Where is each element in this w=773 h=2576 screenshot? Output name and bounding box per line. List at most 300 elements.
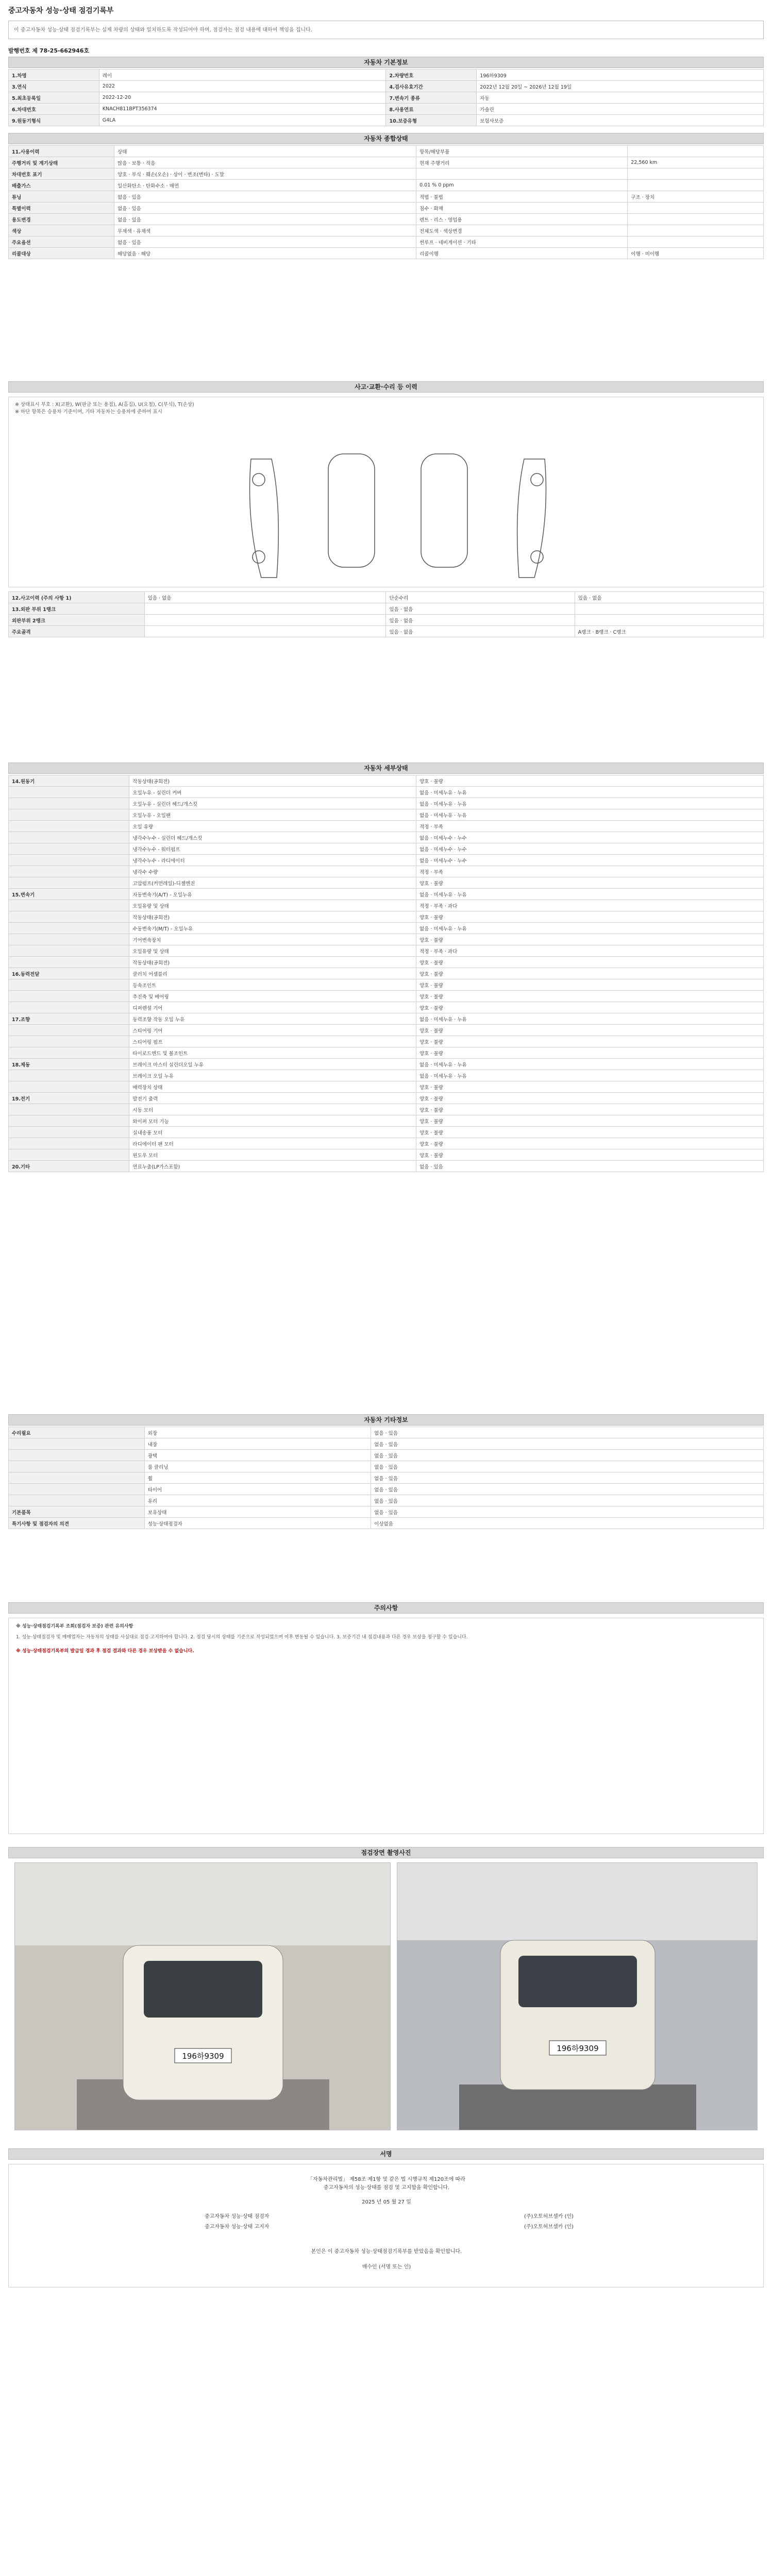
- table-cell: 내장: [144, 1438, 371, 1450]
- detail-state-table: [8, 775, 764, 1172]
- table-cell: 양호 · 불량: [416, 991, 764, 1002]
- table-row: [9, 146, 764, 157]
- table-cell: 양호 · 불량: [416, 1138, 764, 1149]
- section-title-extra: 자동차 기타정보: [8, 1414, 764, 1426]
- table-cell: 양호 · 불량: [416, 1093, 764, 1104]
- table-cell: 양호 · 불량: [416, 911, 764, 923]
- table-row: [9, 1461, 764, 1472]
- table-cell: 13.외판 부위 1랭크: [9, 603, 145, 615]
- table-cell: [9, 877, 129, 889]
- table-cell: 전체도색 · 색상변경: [416, 225, 628, 236]
- table-row: [9, 889, 764, 900]
- table-cell: 주요골격: [9, 626, 145, 637]
- table-cell: 적정 · 부족: [416, 821, 764, 832]
- notes-box: [8, 1618, 764, 1834]
- table-row: [9, 115, 764, 126]
- table-cell: 11.사용이력: [9, 146, 114, 157]
- table-cell: [144, 626, 386, 637]
- table-cell: 5.최초등록일: [9, 92, 99, 104]
- table-cell: 라디에이터 팬 모터: [129, 1138, 416, 1149]
- table-cell: 없음 · 있음: [371, 1461, 764, 1472]
- table-cell: 썬루프 · 네비게이션 · 기타: [416, 236, 628, 248]
- section-title-general: 자동차 종합상태: [8, 133, 764, 144]
- table-cell: 보험사보증: [477, 115, 764, 126]
- table-cell: 기본품목: [9, 1506, 145, 1518]
- table-cell: 없음 · 미세누유 · 누유: [416, 1059, 764, 1070]
- table-cell: 양호 · 불량: [416, 934, 764, 945]
- wheel-icon: [531, 473, 543, 486]
- table-row: [9, 626, 764, 637]
- table-cell: 리콜대상: [9, 248, 114, 259]
- table-row: [9, 866, 764, 877]
- table-cell: 용도변경: [9, 214, 114, 225]
- table-row: [9, 202, 764, 214]
- table-cell: [9, 1070, 129, 1081]
- car-top-rear: [421, 454, 467, 567]
- notice-box: 이 중고자동차 성능·상태 점검기록부는 실제 차량의 상태와 일치하도록 작성되어야 하며, 점검자는 점검 내용에 대하여 책임을 집니다.: [8, 21, 764, 39]
- table-cell: 작동상태(공회전): [129, 957, 416, 968]
- table-row: [9, 821, 764, 832]
- table-cell: 없음 · 미세누수 · 누수: [416, 843, 764, 855]
- table-row: [9, 1138, 764, 1149]
- table-cell: 없음 · 있음: [371, 1484, 764, 1495]
- table-cell: 양호 · 불량: [416, 1127, 764, 1138]
- table-cell: [9, 832, 129, 843]
- table-cell: [9, 866, 129, 877]
- document-title: 중고자동차 성능·상태 점검기록부: [8, 7, 114, 15]
- table-cell: 단순수리: [386, 592, 575, 603]
- table-cell: 이상없음: [371, 1518, 764, 1529]
- table-cell: 오일누유 - 실린더 헤드/개스킷: [129, 798, 416, 809]
- table-cell: 클러치 어셈블리: [129, 968, 416, 979]
- section-title-sign: 서명: [8, 2148, 764, 2160]
- table-cell: 2022년 12월 20일 ~ 2026년 12월 19일: [477, 81, 764, 92]
- table-cell: 고압펌프(커먼레일)-디젤엔진: [129, 877, 416, 889]
- table-cell: 양호 · 불량: [416, 957, 764, 968]
- table-cell: 외판부위 2랭크: [9, 615, 145, 626]
- table-cell: 자동변속기(A/T) - 오일누유: [129, 889, 416, 900]
- table-cell: 냉각수누수 - 실린더 헤드/개스킷: [129, 832, 416, 843]
- table-row: [9, 1059, 764, 1070]
- table-cell: 적정 · 부족: [416, 866, 764, 877]
- table-cell: [9, 979, 129, 991]
- table-row: [9, 225, 764, 236]
- table-cell: G4LA: [99, 115, 386, 126]
- table-cell: 없음 · 있음: [114, 214, 416, 225]
- table-cell: 18.제동: [9, 1059, 129, 1070]
- table-cell: 일산화탄소 · 탄화수소 · 매연: [114, 180, 416, 191]
- table-row: [9, 104, 764, 115]
- table-cell: 수동변속기(M/T) - 오일누유: [129, 923, 416, 934]
- extra-info-table: [8, 1427, 764, 1529]
- inspector-label: 중고자동차 성능·상태 점검자: [205, 2214, 270, 2219]
- table-cell: 타이어: [144, 1484, 371, 1495]
- table-cell: [575, 615, 763, 626]
- table-row: [9, 1438, 764, 1450]
- table-cell: 오일유량 및 상태: [129, 945, 416, 957]
- section-title-photos: 점검장면 촬영사진: [8, 1847, 764, 1858]
- table-cell: 배출가스: [9, 180, 114, 191]
- table-cell: 작동상태(공회전): [129, 911, 416, 923]
- table-cell: 9.원동기형식: [9, 115, 99, 126]
- table-cell: 있음 · 없음: [386, 615, 575, 626]
- table-cell: 수리필요: [9, 1427, 145, 1438]
- vehicle-diagram-panel: [8, 397, 764, 587]
- table-cell: 양호 · 불량: [416, 968, 764, 979]
- table-cell: 없음 · 있음: [371, 1438, 764, 1450]
- table-cell: 색상: [9, 225, 114, 236]
- table-cell: [9, 1450, 145, 1461]
- table-cell: 냉각수누수 - 라디에이터: [129, 855, 416, 866]
- table-cell: A랭크 · B랭크 · C랭크: [575, 626, 763, 637]
- document-number: 발행번호 제 78-25-662946호: [8, 47, 90, 54]
- table-cell: 리콜이행: [416, 248, 628, 259]
- table-row: [9, 1495, 764, 1506]
- table-cell: 기어변속장치: [129, 934, 416, 945]
- table-row: [9, 214, 764, 225]
- table-row: [9, 979, 764, 991]
- notes-warning: ※ 성능·상태점검기록부의 발급일 경과 후 점검 결과와 다른 경우 보상받을 수 없습니다.: [16, 1649, 194, 1654]
- table-row: [9, 1161, 764, 1172]
- section-title-accident: 사고·교환·수리 등 이력: [8, 381, 764, 393]
- table-cell: 없음 · 있음: [371, 1472, 764, 1484]
- table-cell: 없음 · 미세누유 · 누유: [416, 889, 764, 900]
- table-row: [9, 1025, 764, 1036]
- table-row: [9, 1013, 764, 1025]
- table-cell: [628, 225, 764, 236]
- table-row: [9, 787, 764, 798]
- table-cell: [416, 168, 628, 180]
- table-cell: 항목/해당부품: [416, 146, 628, 157]
- table-row: [9, 991, 764, 1002]
- table-cell: 냉각수누수 - 워터펌프: [129, 843, 416, 855]
- table-cell: 브레이크 마스터 실린더오일 누유: [129, 1059, 416, 1070]
- table-cell: [9, 923, 129, 934]
- table-cell: 2022: [99, 81, 386, 92]
- table-row: [9, 900, 764, 911]
- inspection-photo-rear: [397, 1862, 758, 2130]
- table-row: [9, 1093, 764, 1104]
- table-cell: 레이: [99, 70, 386, 81]
- table-cell: 15.변속기: [9, 889, 129, 900]
- table-cell: 렌트 · 리스 · 영업용: [416, 214, 628, 225]
- table-cell: 없음 · 있음: [371, 1495, 764, 1506]
- table-cell: 브레이크 오일 누유: [129, 1070, 416, 1081]
- table-cell: 스티어링 펌프: [129, 1036, 416, 1047]
- accident-table: [8, 591, 764, 637]
- table-cell: [9, 934, 129, 945]
- table-cell: 오일누유 - 오일팬: [129, 809, 416, 821]
- table-cell: 3.연식: [9, 81, 99, 92]
- table-row: [9, 934, 764, 945]
- table-cell: 17.조향: [9, 1013, 129, 1025]
- table-row: [9, 592, 764, 603]
- car-top-front: [328, 454, 375, 567]
- wheel-icon: [253, 473, 265, 486]
- table-row: [9, 1506, 764, 1518]
- table-cell: [9, 911, 129, 923]
- table-cell: 있음 · 없음: [386, 603, 575, 615]
- table-cell: [9, 821, 129, 832]
- table-cell: 19.전기: [9, 1093, 129, 1104]
- table-cell: [9, 1127, 129, 1138]
- table-cell: 8.사용연료: [386, 104, 477, 115]
- notes-body: 1. 성능·상태점검자 및 매매업자는 자동차의 상태를 사실대로 점검·고지하여야 합니다. 2. 점검 당시의 상태를 기준으로 작성되었으며 이후 변동될 수 있습니다. 3. 보증기간 내 점검내용과 다른 경우 보상을 청구할 수 있습니다.: [16, 1635, 468, 1640]
- table-cell: 6.차대번호: [9, 104, 99, 115]
- table-cell: 없음 · 있음: [416, 1161, 764, 1172]
- table-cell: [9, 945, 129, 957]
- table-cell: 연료누출(LP가스포함): [129, 1161, 416, 1172]
- table-cell: [9, 1149, 129, 1161]
- table-cell: [628, 146, 764, 157]
- table-cell: [9, 1461, 145, 1472]
- table-cell: 디퍼렌셜 기어: [129, 1002, 416, 1013]
- table-cell: [9, 1081, 129, 1093]
- table-cell: 양호 · 불량: [416, 1149, 764, 1161]
- inspection-photo-front: [14, 1862, 391, 2130]
- table-cell: [9, 798, 129, 809]
- table-cell: 없음 · 있음: [371, 1450, 764, 1461]
- legend-line-2: ※ 하단 항목은 승용차 기준이며, 기타 자동차는 승용차에 준하여 표시: [15, 409, 162, 415]
- table-cell: 구조 · 장치: [628, 191, 764, 202]
- table-cell: [9, 1438, 145, 1450]
- table-cell: 특기사항 및 점검자의 의견: [9, 1518, 145, 1529]
- table-cell: 2022-12-20: [99, 92, 386, 104]
- table-cell: 해당없음 · 해당: [114, 248, 416, 259]
- table-cell: 등속조인트: [129, 979, 416, 991]
- table-cell: 2.차량번호: [386, 70, 477, 81]
- table-row: [9, 911, 764, 923]
- table-cell: 양호 · 불량: [416, 877, 764, 889]
- table-cell: 차대번호 표기: [9, 168, 114, 180]
- table-cell: [9, 809, 129, 821]
- table-cell: 4.검사유효기간: [386, 81, 477, 92]
- table-row: [9, 843, 764, 855]
- table-row: [9, 832, 764, 843]
- table-cell: 없음 · 있음: [114, 191, 416, 202]
- table-cell: KNACH811BPT356374: [99, 104, 386, 115]
- table-cell: 특별이력: [9, 202, 114, 214]
- table-row: [9, 1070, 764, 1081]
- table-cell: 주요옵션: [9, 236, 114, 248]
- section-title-basic: 자동차 기본정보: [8, 57, 764, 68]
- table-row: [9, 945, 764, 957]
- section-title-notes: 주의사항: [8, 1602, 764, 1614]
- table-row: [9, 191, 764, 202]
- notes-lead: ※ 성능·상태점검기록부 조회(점검자 보증) 관련 유의사항: [16, 1624, 133, 1629]
- table-row: [9, 1127, 764, 1138]
- table-cell: [9, 900, 129, 911]
- table-row: [9, 157, 764, 168]
- table-row: [9, 968, 764, 979]
- table-cell: 오일누유 - 실린더 커버: [129, 787, 416, 798]
- table-cell: 작동상태(공회전): [129, 775, 416, 787]
- table-row: [9, 615, 764, 626]
- table-cell: [9, 991, 129, 1002]
- table-cell: 양호 · 불량: [416, 979, 764, 991]
- table-cell: 양호 · 불량: [416, 1036, 764, 1047]
- table-cell: [628, 236, 764, 248]
- signature-box: [8, 2164, 764, 2287]
- section-title-detail: 자동차 세부상태: [8, 762, 764, 774]
- wheel-icon: [253, 551, 265, 563]
- table-cell: 없음 · 미세누유 · 누유: [416, 1013, 764, 1025]
- table-cell: [9, 855, 129, 866]
- table-row: [9, 1427, 764, 1438]
- table-cell: 양호 · 불량: [416, 1115, 764, 1127]
- table-row: [9, 1518, 764, 1529]
- table-cell: 적법 · 불법: [416, 191, 628, 202]
- table-row: [9, 1450, 764, 1461]
- table-cell: 없음 · 있음: [114, 236, 416, 248]
- sign-statement: 「자동차관리법」 제58조 제1항 및 같은 법 시행규칙 제120조에 따라: [308, 2177, 465, 2182]
- seller-label: 중고자동차 성능·상태 고지자: [205, 2224, 270, 2230]
- table-cell: 양호 · 불량: [416, 1104, 764, 1115]
- table-cell: [628, 214, 764, 225]
- table-cell: [144, 603, 386, 615]
- table-row: [9, 957, 764, 968]
- table-row: [9, 775, 764, 787]
- sign-statement-2: 중고자동차의 성능·상태를 점검 및 고지함을 확인합니다.: [323, 2185, 450, 2191]
- table-cell: [9, 1472, 145, 1484]
- table-cell: 22,560 km: [628, 157, 764, 168]
- table-cell: 20.기타: [9, 1161, 129, 1172]
- table-cell: [575, 603, 763, 615]
- table-cell: 양호 · 불량: [416, 1025, 764, 1036]
- table-cell: 7.변속기 종류: [386, 92, 477, 104]
- table-cell: 무채색 · 유채색: [114, 225, 416, 236]
- table-cell: 보유상태: [144, 1506, 371, 1518]
- table-cell: 1.차명: [9, 70, 99, 81]
- basic-info-table: [8, 69, 764, 126]
- table-cell: [628, 180, 764, 191]
- table-cell: 없음 · 미세누유 · 누유: [416, 798, 764, 809]
- table-cell: 오일 유량: [129, 821, 416, 832]
- table-cell: [9, 1115, 129, 1127]
- table-cell: 타이로드엔드 및 볼조인트: [129, 1047, 416, 1059]
- table-cell: 있음 · 없음: [144, 592, 386, 603]
- table-cell: [9, 957, 129, 968]
- table-cell: 14.원동기: [9, 775, 129, 787]
- buyer-signature-line: 매수인 (서명 또는 인): [362, 2264, 411, 2270]
- table-row: [9, 1036, 764, 1047]
- table-cell: 실내송풍 모터: [129, 1127, 416, 1138]
- table-cell: 있음 · 없음: [386, 626, 575, 637]
- license-plate-front: 196하9309: [182, 2052, 224, 2061]
- table-row: [9, 1115, 764, 1127]
- table-row: [9, 877, 764, 889]
- table-cell: 없음 · 미세누유 · 누유: [416, 787, 764, 798]
- seller-name: (주)오토허브셀카 (인): [524, 2224, 574, 2230]
- table-cell: [628, 168, 764, 180]
- table-row: [9, 1002, 764, 1013]
- table-cell: 가솔린: [477, 104, 764, 115]
- table-cell: 윈도우 모터: [129, 1149, 416, 1161]
- table-row: [9, 809, 764, 821]
- table-cell: 양호 · 부식 · 훼손(오손) · 상이 · 변조(변타) · 도말: [114, 168, 416, 180]
- table-row: [9, 923, 764, 934]
- table-cell: 없음 · 있음: [114, 202, 416, 214]
- table-cell: 자동: [477, 92, 764, 104]
- table-cell: 없음 · 미세누수 · 누수: [416, 855, 764, 866]
- table-cell: 없음 · 미세누유 · 누유: [416, 923, 764, 934]
- table-cell: 룸 클리닝: [144, 1461, 371, 1472]
- table-row: [9, 81, 764, 92]
- table-cell: 양호 · 불량: [416, 1002, 764, 1013]
- table-row: [9, 1047, 764, 1059]
- table-cell: [9, 1025, 129, 1036]
- wheel-icon: [531, 551, 543, 563]
- table-cell: 유리: [144, 1495, 371, 1506]
- table-cell: 0.01 % 0 ppm: [416, 180, 628, 191]
- table-cell: 없음 · 있음: [371, 1427, 764, 1438]
- table-row: [9, 168, 764, 180]
- table-cell: 오일유량 및 상태: [129, 900, 416, 911]
- table-row: [9, 1149, 764, 1161]
- table-cell: [9, 1036, 129, 1047]
- table-cell: 튜닝: [9, 191, 114, 202]
- table-row: [9, 1104, 764, 1115]
- table-cell: [9, 1495, 145, 1506]
- license-plate-rear: 196하9309: [557, 2044, 599, 2053]
- table-cell: 성능·상태점검자: [144, 1518, 371, 1529]
- table-cell: 광택: [144, 1450, 371, 1461]
- table-cell: 10.보증유형: [386, 115, 477, 126]
- table-cell: 양호 · 불량: [416, 775, 764, 787]
- table-cell: 196하9309: [477, 70, 764, 81]
- table-cell: 와이퍼 모터 기능: [129, 1115, 416, 1127]
- table-cell: 스티어링 기어: [129, 1025, 416, 1036]
- table-cell: 적정 · 부족 · 과다: [416, 900, 764, 911]
- table-cell: 주행거리 및 계기상태: [9, 157, 114, 168]
- table-row: [9, 92, 764, 104]
- table-cell: 발전기 출력: [129, 1093, 416, 1104]
- table-cell: 휠: [144, 1472, 371, 1484]
- table-cell: [144, 615, 386, 626]
- table-cell: 없음 · 미세누유 · 누유: [416, 1070, 764, 1081]
- table-cell: 침수 · 화재: [416, 202, 628, 214]
- table-cell: 없음 · 미세누수 · 누수: [416, 832, 764, 843]
- table-cell: 많음 · 보통 · 적음: [114, 157, 416, 168]
- table-cell: [9, 1138, 129, 1149]
- table-row: [9, 248, 764, 259]
- table-row: [9, 70, 764, 81]
- table-cell: [9, 1484, 145, 1495]
- table-cell: [9, 787, 129, 798]
- table-cell: 이행 · 미이행: [628, 248, 764, 259]
- table-cell: [9, 843, 129, 855]
- table-cell: [9, 1104, 129, 1115]
- table-row: [9, 855, 764, 866]
- table-cell: 배력장치 상태: [129, 1081, 416, 1093]
- table-cell: [628, 202, 764, 214]
- table-cell: 적정 · 부족 · 과다: [416, 945, 764, 957]
- vehicle-outline-drawing: [9, 397, 763, 587]
- table-row: [9, 236, 764, 248]
- table-cell: 냉각수 수량: [129, 866, 416, 877]
- sign-date: 2025 년 05 월 27 일: [362, 2199, 411, 2205]
- table-cell: [9, 1002, 129, 1013]
- table-row: [9, 798, 764, 809]
- table-cell: 16.동력전달: [9, 968, 129, 979]
- table-cell: 상태: [114, 146, 416, 157]
- table-cell: [9, 1047, 129, 1059]
- table-cell: 시동 모터: [129, 1104, 416, 1115]
- table-row: [9, 1484, 764, 1495]
- table-cell: 있음 · 없음: [575, 592, 763, 603]
- table-cell: 동력조향 작동 오일 누유: [129, 1013, 416, 1025]
- table-cell: 현재 주행거리: [416, 157, 628, 168]
